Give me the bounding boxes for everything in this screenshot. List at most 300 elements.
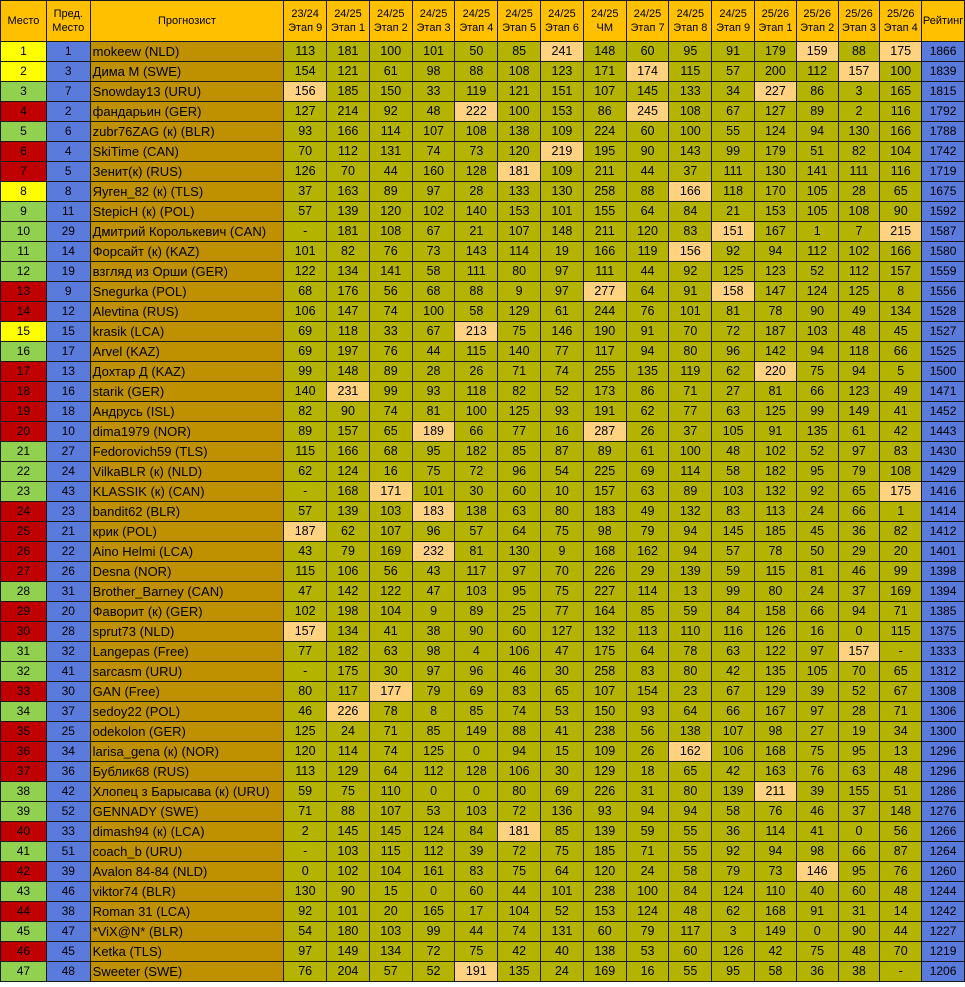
stage-score-cell: 85 (626, 602, 669, 622)
table-row[interactable] (1, 702, 965, 722)
table-row[interactable] (1, 542, 965, 562)
stage-score-cell: 37 (669, 422, 712, 442)
stage-score-cell: 76 (369, 342, 412, 362)
stage-score-cell: 82 (838, 142, 880, 162)
forecaster-name: sedoy22 (POL) (90, 702, 284, 722)
stage-label: Этап 9 (288, 22, 323, 34)
table-row[interactable] (1, 522, 965, 542)
rating-cell: 1296 (922, 762, 965, 782)
stage-score-cell: 211 (583, 222, 626, 242)
table-row[interactable] (1, 442, 965, 462)
table-row[interactable] (1, 622, 965, 642)
stage-score-cell: 93 (284, 122, 327, 142)
stage-score-cell: 112 (327, 142, 370, 162)
forecaster-name: Ketka (TLS) (90, 942, 284, 962)
table-row[interactable] (1, 122, 965, 142)
stage-score-cell: 90 (327, 882, 370, 902)
stage-label: Этап 2 (800, 22, 835, 34)
stage-score-cell: 99 (284, 362, 327, 382)
prev-place-cell: 16 (46, 382, 90, 402)
prev-place-cell: 5 (46, 162, 90, 182)
forecaster-name: Alevtina (RUS) (90, 302, 284, 322)
place-cell: 8 (1, 182, 47, 202)
stage-header[interactable] (626, 1, 669, 42)
stage-score-cell: 5 (880, 362, 922, 382)
stage-score-cell: 123 (755, 262, 797, 282)
stage-score-cell: 41 (541, 722, 584, 742)
stage-score-cell: 153 (498, 202, 541, 222)
stage-score-cell: 153 (755, 202, 797, 222)
stage-score-cell: 122 (284, 262, 327, 282)
place-header[interactable]: Место (1, 1, 47, 42)
table-row[interactable] (1, 82, 965, 102)
stage-score-cell: 148 (541, 222, 584, 242)
stage-score-cell: 77 (669, 402, 712, 422)
stage-score-cell: 28 (412, 362, 455, 382)
place-cell: 3 (1, 82, 47, 102)
stage-score-cell: 103 (327, 842, 370, 862)
table-row[interactable] (1, 762, 965, 782)
forecaster-name: dimash94 (к) (LCA) (90, 822, 284, 842)
stage-score-cell: 149 (327, 942, 370, 962)
place-cell: 40 (1, 822, 47, 842)
stage-score-cell: 175 (327, 662, 370, 682)
stage-score-cell: 48 (880, 882, 922, 902)
stage-score-cell: 138 (455, 502, 498, 522)
forecaster-name: VilkaBLR (к) (NLD) (90, 462, 284, 482)
stage-score-cell: 78 (755, 302, 797, 322)
place-cell: 43 (1, 882, 47, 902)
stage-score-cell: 225 (583, 462, 626, 482)
stage-score-cell: 102 (327, 862, 370, 882)
stage-score-cell: 26 (626, 742, 669, 762)
stage-score-cell: 49 (626, 502, 669, 522)
stage-header[interactable] (880, 1, 922, 42)
prev-place-cell: 26 (46, 562, 90, 582)
table-row[interactable] (1, 422, 965, 442)
prev-place-cell: 37 (46, 702, 90, 722)
stage-score-cell: 112 (838, 262, 880, 282)
stage-score-cell: 3 (838, 82, 880, 102)
stage-score-cell: 215 (880, 222, 922, 242)
stage-score-cell: 132 (669, 502, 712, 522)
stage-score-cell: 52 (541, 382, 584, 402)
stage-score-cell: 48 (838, 942, 880, 962)
stage-score-cell: 204 (327, 962, 370, 982)
stage-score-cell: 59 (712, 562, 755, 582)
stage-score-cell: 89 (583, 442, 626, 462)
table-row[interactable] (1, 742, 965, 762)
table-row[interactable] (1, 562, 965, 582)
stage-score-cell: 103 (796, 322, 838, 342)
stage-score-cell: 42 (755, 942, 797, 962)
stage-score-cell: 60 (626, 122, 669, 142)
stage-score-cell: 100 (669, 122, 712, 142)
stage-score-cell: 93 (412, 382, 455, 402)
stage-score-cell: 136 (541, 802, 584, 822)
stage-score-cell: 64 (626, 202, 669, 222)
stage-score-cell: 21 (712, 202, 755, 222)
stage-score-cell: 115 (755, 562, 797, 582)
table-row[interactable] (1, 102, 965, 122)
place-cell: 16 (1, 342, 47, 362)
rating-cell: 1592 (922, 202, 965, 222)
stage-score-cell: 86 (626, 382, 669, 402)
stage-header[interactable] (712, 1, 755, 42)
stage-score-cell: 79 (626, 922, 669, 942)
stage-score-cell: 116 (880, 162, 922, 182)
stage-score-cell: 69 (541, 782, 584, 802)
stage-score-cell: 131 (541, 922, 584, 942)
stage-score-cell: 96 (455, 662, 498, 682)
stage-score-cell: 51 (880, 782, 922, 802)
place-cell: 12 (1, 262, 47, 282)
stage-score-cell: 78 (369, 702, 412, 722)
stage-score-cell: 40 (796, 882, 838, 902)
rating-cell: 1792 (922, 102, 965, 122)
stage-score-cell: 70 (669, 322, 712, 342)
stage-score-cell: 139 (583, 822, 626, 842)
stage-score-cell: 36 (838, 522, 880, 542)
stage-score-cell: 41 (796, 822, 838, 842)
place-cell: 32 (1, 662, 47, 682)
stage-score-cell: 78 (755, 542, 797, 562)
stage-label: Этап 4 (459, 22, 494, 34)
rating-header[interactable]: Рейтинг (922, 1, 965, 42)
stage-score-cell: 175 (880, 482, 922, 502)
stage-score-cell: 92 (712, 242, 755, 262)
stage-score-cell: 149 (838, 402, 880, 422)
stage-header[interactable] (583, 1, 626, 42)
stage-score-cell: 99 (712, 142, 755, 162)
rating-cell: 1394 (922, 582, 965, 602)
stage-score-cell: 74 (541, 362, 584, 382)
stage-score-cell: 114 (327, 742, 370, 762)
stage-score-cell: 10 (541, 482, 584, 502)
prev-place-header[interactable]: Пред. Место (46, 1, 90, 42)
stage-score-cell: 68 (412, 282, 455, 302)
stage-header[interactable] (838, 1, 880, 42)
stage-score-cell: 72 (455, 462, 498, 482)
prev-place-cell: 25 (46, 722, 90, 742)
stage-score-cell: 61 (838, 422, 880, 442)
stage-score-cell: 198 (327, 602, 370, 622)
stage-score-cell: 94 (669, 542, 712, 562)
place-cell: 44 (1, 902, 47, 922)
stage-score-cell: 28 (838, 182, 880, 202)
stage-score-cell: 168 (755, 902, 797, 922)
stage-score-cell: 85 (541, 822, 584, 842)
table-row[interactable] (1, 862, 965, 882)
stage-score-cell: 82 (284, 402, 327, 422)
stage-score-cell: 66 (838, 842, 880, 862)
stage-score-cell: 63 (838, 762, 880, 782)
table-row[interactable] (1, 202, 965, 222)
stage-score-cell: 244 (583, 302, 626, 322)
table-row[interactable] (1, 582, 965, 602)
stage-header[interactable] (284, 1, 327, 42)
table-row[interactable] (1, 882, 965, 902)
stage-score-cell: 130 (541, 182, 584, 202)
stage-season: 24/25 (505, 8, 533, 20)
stage-header[interactable] (541, 1, 584, 42)
stage-score-cell: 179 (755, 42, 797, 62)
stage-score-cell: 16 (796, 622, 838, 642)
stage-score-cell: 159 (796, 42, 838, 62)
table-row[interactable] (1, 402, 965, 422)
stage-score-cell: 89 (796, 102, 838, 122)
rating-cell: 1559 (922, 262, 965, 282)
table-row[interactable] (1, 42, 965, 62)
stage-score-cell: 54 (284, 922, 327, 942)
stage-score-cell: 158 (712, 282, 755, 302)
forecaster-name: Дима М (SWE) (90, 62, 284, 82)
table-row[interactable] (1, 682, 965, 702)
stage-score-cell: 125 (755, 402, 797, 422)
stage-score-cell: 82 (327, 242, 370, 262)
stage-score-cell: 105 (796, 202, 838, 222)
table-row[interactable] (1, 822, 965, 842)
rating-cell: 1452 (922, 402, 965, 422)
stage-score-cell: 37 (838, 582, 880, 602)
stage-score-cell: 92 (669, 262, 712, 282)
stage-score-cell: 95 (796, 462, 838, 482)
stage-score-cell: 61 (626, 442, 669, 462)
stage-score-cell: 166 (583, 242, 626, 262)
table-row[interactable] (1, 142, 965, 162)
stage-label: Этап 5 (502, 22, 537, 34)
stage-score-cell: 94 (755, 242, 797, 262)
stage-label: ЧМ (596, 22, 613, 34)
stage-score-cell: 103 (369, 502, 412, 522)
rating-cell: 1264 (922, 842, 965, 862)
rating-cell: 1300 (922, 722, 965, 742)
stage-score-cell: 75 (541, 842, 584, 862)
stage-score-cell: 27 (712, 382, 755, 402)
table-row[interactable] (1, 242, 965, 262)
stage-label: Этап 6 (544, 22, 579, 34)
table-row[interactable] (1, 782, 965, 802)
forecaster-name: Хлопец з Барысава (к) (URU) (90, 782, 284, 802)
stage-score-cell: 147 (327, 302, 370, 322)
rating-cell: 1500 (922, 362, 965, 382)
stage-score-cell: 101 (669, 302, 712, 322)
stage-score-cell: 71 (284, 802, 327, 822)
place-cell: 21 (1, 442, 47, 462)
table-row[interactable] (1, 162, 965, 182)
table-row[interactable] (1, 962, 965, 982)
stage-score-cell: 110 (369, 782, 412, 802)
stage-score-cell: 111 (712, 162, 755, 182)
stage-score-cell: 44 (880, 922, 922, 942)
stage-score-cell: 134 (327, 262, 370, 282)
prev-place-cell: 18 (46, 402, 90, 422)
stage-score-cell: 63 (369, 642, 412, 662)
stage-score-cell: 83 (712, 502, 755, 522)
stage-header[interactable] (755, 1, 797, 42)
stage-score-cell: 63 (712, 642, 755, 662)
table-row[interactable] (1, 642, 965, 662)
stage-season: 24/25 (590, 8, 619, 20)
stage-header[interactable] (455, 1, 498, 42)
stage-score-cell: 140 (498, 342, 541, 362)
table-row[interactable] (1, 382, 965, 402)
forecaster-header[interactable]: Прогнозист (90, 1, 284, 42)
stage-score-cell: 60 (669, 942, 712, 962)
place-cell: 36 (1, 742, 47, 762)
table-row[interactable] (1, 302, 965, 322)
stage-score-cell: 120 (626, 222, 669, 242)
stage-score-cell: 94 (669, 802, 712, 822)
stage-score-cell: 219 (541, 142, 584, 162)
stage-score-cell: 162 (626, 542, 669, 562)
stage-score-cell: 70 (327, 162, 370, 182)
table-row[interactable] (1, 462, 965, 482)
forecaster-name: Бублик68 (RUS) (90, 762, 284, 782)
stage-score-cell: 57 (284, 502, 327, 522)
stage-score-cell: 145 (369, 822, 412, 842)
stage-score-cell: 107 (369, 522, 412, 542)
table-body (1, 42, 965, 982)
stage-score-cell: 211 (583, 162, 626, 182)
rating-cell: 1286 (922, 782, 965, 802)
stage-score-cell: 129 (498, 302, 541, 322)
stage-score-cell: 145 (626, 82, 669, 102)
stage-score-cell: 120 (583, 862, 626, 882)
stage-score-cell: 92 (796, 482, 838, 502)
stage-score-cell: 103 (369, 922, 412, 942)
stage-score-cell: 1 (796, 222, 838, 242)
stage-score-cell: 115 (880, 622, 922, 642)
stage-score-cell: 238 (583, 722, 626, 742)
stage-score-cell: 74 (412, 142, 455, 162)
stage-score-cell: 110 (669, 622, 712, 642)
stage-score-cell: 38 (412, 622, 455, 642)
table-row[interactable] (1, 922, 965, 942)
table-row[interactable] (1, 842, 965, 862)
stage-score-cell: 83 (669, 222, 712, 242)
table-row[interactable] (1, 802, 965, 822)
table-row[interactable] (1, 182, 965, 202)
stage-header[interactable] (796, 1, 838, 42)
stage-score-cell: 43 (412, 562, 455, 582)
stage-score-cell: 120 (369, 202, 412, 222)
stage-score-cell: 101 (327, 902, 370, 922)
stage-score-cell: 26 (626, 422, 669, 442)
stage-score-cell: 38 (838, 962, 880, 982)
stage-score-cell: 108 (880, 462, 922, 482)
place-cell: 14 (1, 302, 47, 322)
stage-score-cell: 53 (626, 942, 669, 962)
stage-score-cell: 48 (712, 442, 755, 462)
table-row[interactable] (1, 282, 965, 302)
table-row[interactable] (1, 942, 965, 962)
stage-score-cell: 145 (712, 522, 755, 542)
forecaster-name: Sweeter (SWE) (90, 962, 284, 982)
stage-score-cell: 0 (796, 922, 838, 942)
table-row[interactable] (1, 902, 965, 922)
stage-score-cell: 115 (669, 62, 712, 82)
table-row[interactable] (1, 322, 965, 342)
rating-cell: 1443 (922, 422, 965, 442)
stage-score-cell: 71 (880, 602, 922, 622)
table-row[interactable] (1, 342, 965, 362)
place-cell: 33 (1, 682, 47, 702)
stage-score-cell: 166 (880, 242, 922, 262)
stage-score-cell: 7 (838, 222, 880, 242)
stage-score-cell: 114 (669, 462, 712, 482)
stage-score-cell: 175 (583, 642, 626, 662)
table-row[interactable] (1, 482, 965, 502)
stage-score-cell: 84 (455, 822, 498, 842)
stage-score-cell: 27 (796, 722, 838, 742)
stage-score-cell: 125 (412, 742, 455, 762)
table-row[interactable] (1, 362, 965, 382)
rating-cell: 1527 (922, 322, 965, 342)
stage-score-cell: 89 (369, 182, 412, 202)
stage-score-cell: 94 (498, 742, 541, 762)
stage-score-cell: 102 (284, 602, 327, 622)
stage-score-cell: 76 (796, 762, 838, 782)
stage-score-cell: 124 (712, 882, 755, 902)
stage-score-cell: 74 (369, 302, 412, 322)
table-row[interactable] (1, 602, 965, 622)
table-row[interactable] (1, 62, 965, 82)
stage-header[interactable] (412, 1, 455, 42)
stage-score-cell: 123 (838, 382, 880, 402)
stage-score-cell: 84 (669, 882, 712, 902)
stage-score-cell: 104 (369, 602, 412, 622)
stage-header[interactable] (369, 1, 412, 42)
stage-score-cell: 9 (412, 602, 455, 622)
stage-score-cell: 126 (712, 942, 755, 962)
stage-score-cell: 8 (412, 702, 455, 722)
forecaster-name: Дохтар Д (KAZ) (90, 362, 284, 382)
rating-cell: 1244 (922, 882, 965, 902)
stage-score-cell: 122 (369, 582, 412, 602)
stage-score-cell: 26 (455, 362, 498, 382)
table-row[interactable] (1, 262, 965, 282)
forecaster-name: krasik (LCA) (90, 322, 284, 342)
stage-header[interactable] (327, 1, 370, 42)
table-row[interactable] (1, 222, 965, 242)
stage-score-cell: 99 (369, 382, 412, 402)
stage-score-cell: 139 (712, 782, 755, 802)
table-row[interactable] (1, 662, 965, 682)
stage-score-cell: 101 (412, 42, 455, 62)
stage-score-cell: 87 (880, 842, 922, 862)
stage-label: Этап 4 (883, 22, 918, 34)
stage-header[interactable] (498, 1, 541, 42)
stage-score-cell: - (880, 642, 922, 662)
table-row[interactable] (1, 502, 965, 522)
prev-place-cell: 45 (46, 942, 90, 962)
stage-score-cell: 108 (455, 122, 498, 142)
stage-score-cell: 166 (880, 122, 922, 142)
stage-score-cell: 89 (455, 602, 498, 622)
stage-score-cell: 93 (626, 702, 669, 722)
stage-score-cell: 70 (541, 562, 584, 582)
stage-score-cell: 157 (880, 262, 922, 282)
stage-score-cell: 62 (284, 462, 327, 482)
stage-header[interactable] (669, 1, 712, 42)
stage-score-cell: 108 (669, 102, 712, 122)
stage-score-cell: 118 (327, 322, 370, 342)
stage-score-cell: 187 (284, 522, 327, 542)
table-row[interactable] (1, 722, 965, 742)
stage-score-cell: 163 (755, 762, 797, 782)
forecaster-name: Langepas (Free) (90, 642, 284, 662)
